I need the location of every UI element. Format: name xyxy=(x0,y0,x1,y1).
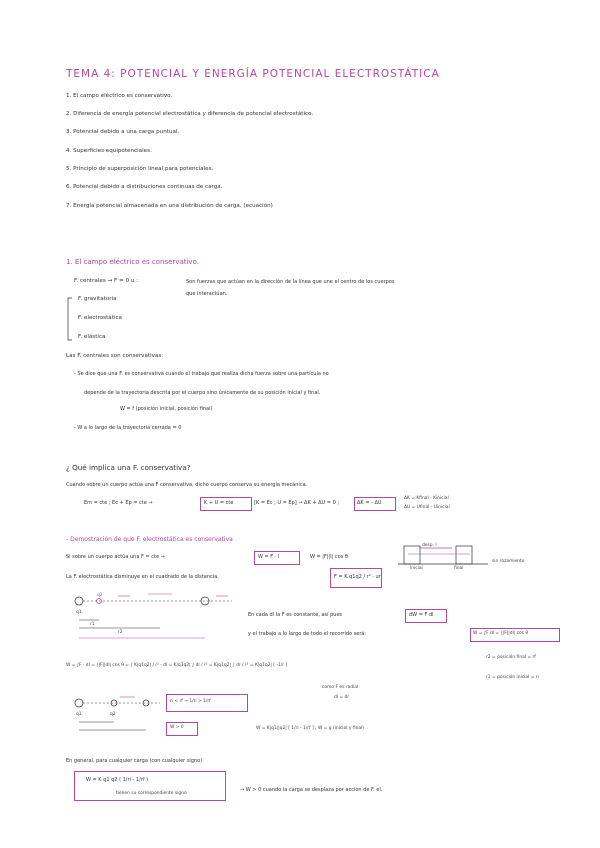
w-result: W = K|q1||q2| [ 1/ri - 1/rf ] ; W = g (inicial y final) xyxy=(256,726,364,731)
radial-note: como F es radial xyxy=(322,685,359,690)
answer-text: Cuando sobre un cuerpo actúa una F conservativa, dicho cuerpo conserva su energía mecánica. xyxy=(66,482,308,488)
formula-wpos: W > 0 xyxy=(170,725,184,730)
limit-initial: r1 = posición inicial = ri xyxy=(486,675,539,680)
work-cos: W = |F||l| cos θ xyxy=(310,554,348,560)
formula-k-u: K + U = cte xyxy=(204,500,234,506)
diagram-label: sin rozamiento xyxy=(492,559,525,564)
charge-label: q1 xyxy=(76,712,82,717)
demo-line1: Si sobre un cuerpo actúa una F = cte → xyxy=(66,554,165,560)
charge-label: q2 xyxy=(110,712,116,717)
formula-work: W = F · l xyxy=(258,554,280,560)
general-conclusion: → W > 0 cuando la carga se desplaza por acción de F. el. xyxy=(240,787,383,793)
charge-diagram-icon xyxy=(75,594,232,638)
integral-line: W = ∫F · dl = ∫|F||dl| cos θ = ∫ K|q1q2| / r² · dl = K|q1q2| ∫ dl / r² = K|q1q2| ∫ dr / r² = K|q1q2| [ -1/r ] xyxy=(66,663,288,668)
closed-path-bullet: - W a lo largo de la trayectoria cerrada = 0 xyxy=(74,425,182,431)
central-def-lhs: F. centrales → F = 0 u : xyxy=(74,278,139,284)
index-item: 7. Energía potencial almacenada en una distribución de carga. (ecuación) xyxy=(66,203,273,209)
general-text: En general, para cualquier carga (con cualquier signo) xyxy=(66,758,203,764)
section-heading: 1. El campo eléctrico es conservativo. xyxy=(66,258,199,266)
force-type: F. elástica xyxy=(78,334,106,340)
block-diagram-icon xyxy=(398,546,488,564)
charge-label: q1 xyxy=(76,610,82,615)
conservative-bullet-2: depende de la trayectoria descrita por el cuerpo sino únicamente de su posición inicial y final. xyxy=(84,390,321,396)
delta-u-def: ΔU = Ufinal - Uinicial xyxy=(404,505,450,510)
general-formula: W = K q1 q2 ( 1/ri - 1/rf ) xyxy=(86,777,149,783)
force-type: F. electrostática xyxy=(78,315,122,321)
index-item: 6. Potencial debido a distribuciones continuas de carga. xyxy=(66,184,223,190)
r-label: r1 xyxy=(90,622,95,627)
formula-dw: dW = F dl xyxy=(409,612,434,618)
diagram-label: desp. l xyxy=(422,543,437,548)
question-heading: ¿ Qué implica una F. conservativa? xyxy=(66,463,191,472)
formula-force: F = K q1q2 / r² · ur xyxy=(334,574,381,580)
formula-ineq: ri < rf → 1/ri > 1/rf xyxy=(170,699,211,704)
delta-k-def: ΔK = Kfinal - Kinicial xyxy=(404,496,449,501)
radial-note-2: dl = dr xyxy=(334,695,350,700)
dl-text: En cada dl la F es constante, así pues xyxy=(248,612,343,618)
charge-diagram-2-icon xyxy=(75,697,160,730)
work-equation: W = f (posición inicial, posición final) xyxy=(120,406,213,412)
page-title: TEMA 4: POTENCIAL Y ENERGÍA POTENCIAL ELECTROSTÁTICA xyxy=(66,68,440,80)
limit-final: r2 = posición final = rf xyxy=(486,655,536,660)
diagram-label: inicial xyxy=(410,566,423,571)
sign-note: tienen su correspondiente signo xyxy=(116,791,187,796)
index-item: 3. Potencial debido a una carga puntual. xyxy=(66,129,180,135)
index-item: 5. Principio de superposición lineal para potenciales. xyxy=(66,166,214,172)
demo-line2: La F. electrostática disminuye en el cuadrado de la distancia. xyxy=(66,574,219,580)
k-u-defs: [K = Ec ; U = Ep] → ΔK + ΔU = 0 ; xyxy=(254,500,340,506)
index-item: 2. Diferencia de energía potencial electrostática y diferencia de potencial electrostático. xyxy=(66,111,314,117)
formula-delta: ΔK = - ΔU xyxy=(357,500,382,506)
index-item: 4. Superficies equipotenciales. xyxy=(66,148,152,154)
bracket-icon xyxy=(68,298,72,340)
demo-heading: - Demostración de que F. electrostática es conservativa xyxy=(66,536,233,543)
total-text: y el trabajo a lo largo de todo el recorrido será: xyxy=(248,631,367,637)
conservative-title: Las F. centrales son conservativas: xyxy=(66,353,164,359)
central-def-text: Son fuerzas que actúan en la dirección de la línea que une el centro de los cuerpos xyxy=(186,279,395,285)
formula-total: W = ∫F dl = ∫|F||dl| cos θ xyxy=(473,631,529,636)
mech-energy-eq: Em = cte ; Ec + Ep = cte → xyxy=(84,500,153,506)
charge-label: q2 xyxy=(97,593,103,598)
central-def-text-2: que interactúan. xyxy=(186,291,228,297)
index-item: 1. El campo eléctrico es conservativo. xyxy=(66,93,173,99)
diagram-label: final xyxy=(454,566,464,571)
force-type: F. gravitatoria xyxy=(78,296,117,302)
r-label: r2 xyxy=(118,630,123,635)
conservative-bullet: - Se dice que una F. es conservativa cuando el trabajo que realiza dicha fuerza sobre una partícula no xyxy=(74,371,329,377)
